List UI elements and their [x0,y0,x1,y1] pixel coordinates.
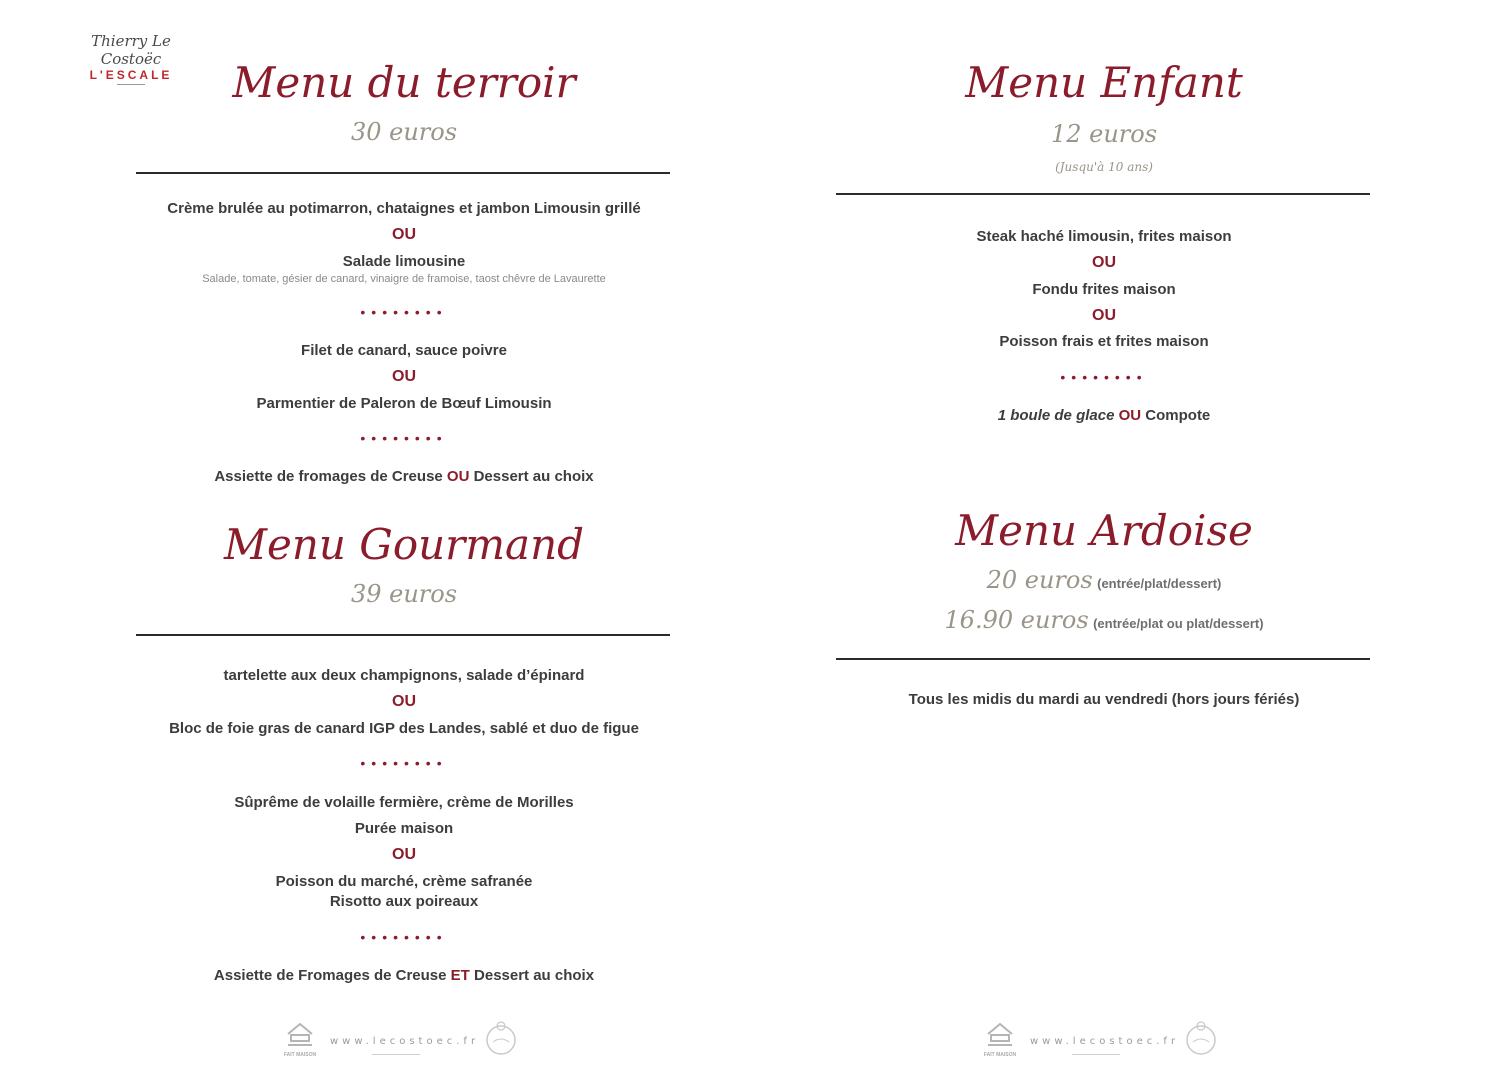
gourmand-separator-2: •••••••• [360,929,448,945]
gourmand-starter-1: tartelette aux deux champignons, salade d’épinard [223,667,585,684]
restaurant-badge-icon [484,1020,518,1058]
fait-maison-house-icon [982,1020,1018,1052]
gourmand-ending [136,967,672,984]
restaurant-badge-icon [1184,1020,1218,1058]
terroir-starter-1: Crème brulée au potimarron, chataignes et jambon Limousin grillé [167,200,641,217]
footer-left [282,1020,522,1064]
ardoise-price-line-2 [836,606,1372,634]
enfant-or-1: OU [1092,254,1116,271]
website-url[interactable]: www.lecostoec.fr [330,1036,480,1047]
gourmand-main-1-side: Purée maison [354,820,454,837]
gourmand-or-2: OU [392,846,416,863]
tagline-line [372,1054,420,1055]
ardoise-price-1-note: (entrée/plat/dessert) [1097,576,1222,591]
terroir-ending-or: OU [446,468,470,485]
enfant-dessert-or: OU [1118,407,1142,424]
left-column [136,0,672,1080]
enfant-price: 12 euros [1050,120,1158,148]
logo-name: L'ESCALE [89,68,173,82]
terroir-starter-2: Salade limousine [342,253,466,270]
terroir-main-2: Parmentier de Paleron de Bœuf Limousin [256,395,552,412]
enfant-age-limit: (Jusqu'à 10 ans) [1055,160,1153,174]
enfant-item-1: Steak haché limousin, frites maison [976,228,1232,245]
logo-script-text: Thierry Le Costoëc [91,32,171,68]
fait-maison-label: FAIT MAISON [283,1052,317,1058]
enfant-dessert-compote: Compote [1145,407,1211,424]
terroir-price: 30 euros [350,118,458,146]
gourmand-ending-and: ET [450,967,470,984]
ardoise-availability-note: Tous les midis du mardi au vendredi (hors jours fériés) [908,691,1300,708]
terroir-or-2: OU [392,368,416,385]
gourmand-main-1: Sûprême de volaille fermière, crème de Morilles [234,794,574,811]
terroir-title: Menu du terroir [232,58,576,107]
footer-right [982,1020,1222,1064]
ardoise-price-1: 20 euros [986,566,1093,594]
terroir-separator-2: •••••••• [360,430,448,446]
terroir-divider [136,172,670,174]
enfant-dessert [836,407,1372,424]
terroir-separator-1: •••••••• [360,304,448,320]
gourmand-ending-cheese: Assiette de Fromages de Creuse [213,967,447,984]
enfant-divider [836,193,1370,195]
enfant-or-2: OU [1092,307,1116,324]
enfant-title: Menu Enfant [965,58,1243,107]
terroir-main-1: Filet de canard, sauce poivre [301,342,507,359]
ardoise-price-2-note: (entrée/plat ou plat/dessert) [1093,616,1264,631]
right-column [836,0,1372,1080]
terroir-or-1: OU [392,226,416,243]
gourmand-main-2: Poisson du marché, crème safranée [275,873,533,890]
terroir-ending-cheese: Assiette de fromages de Creuse [214,468,443,485]
gourmand-separator-1: •••••••• [360,755,448,771]
terroir-ending-dessert: Dessert au choix [473,468,594,485]
gourmand-ending-dessert: Dessert au choix [474,967,595,984]
gourmand-or-1: OU [392,693,416,710]
gourmand-main-2-side: Risotto aux poireaux [329,893,479,910]
fait-maison-label: FAIT MAISON [983,1052,1017,1058]
tagline-line [1072,1054,1120,1055]
fait-maison-house-icon [282,1020,318,1052]
ardoise-divider [836,658,1370,660]
enfant-separator: •••••••• [1060,369,1148,385]
enfant-dessert-ice-cream: 1 boule de glace [997,407,1115,424]
enfant-item-2: Fondu frites maison [1032,281,1176,298]
ardoise-title: Menu Ardoise [955,506,1253,555]
gourmand-price: 39 euros [350,580,458,608]
gourmand-starter-2: Bloc de foie gras de canard IGP des Landes, sablé et duo de figue [169,720,639,737]
ardoise-price-2: 16.90 euros [944,606,1089,634]
website-url[interactable]: www.lecostoec.fr [1030,1036,1180,1047]
gourmand-divider [136,634,670,636]
ardoise-price-line-1 [836,566,1372,594]
enfant-item-3: Poisson frais et frites maison [999,333,1209,350]
gourmand-title: Menu Gourmand [223,520,585,569]
terroir-ending [136,468,672,485]
terroir-starter-2-description: Salade, tomate, gésier de canard, vinaigre de framoise, taost chêvre de Lavaurette [202,273,606,285]
